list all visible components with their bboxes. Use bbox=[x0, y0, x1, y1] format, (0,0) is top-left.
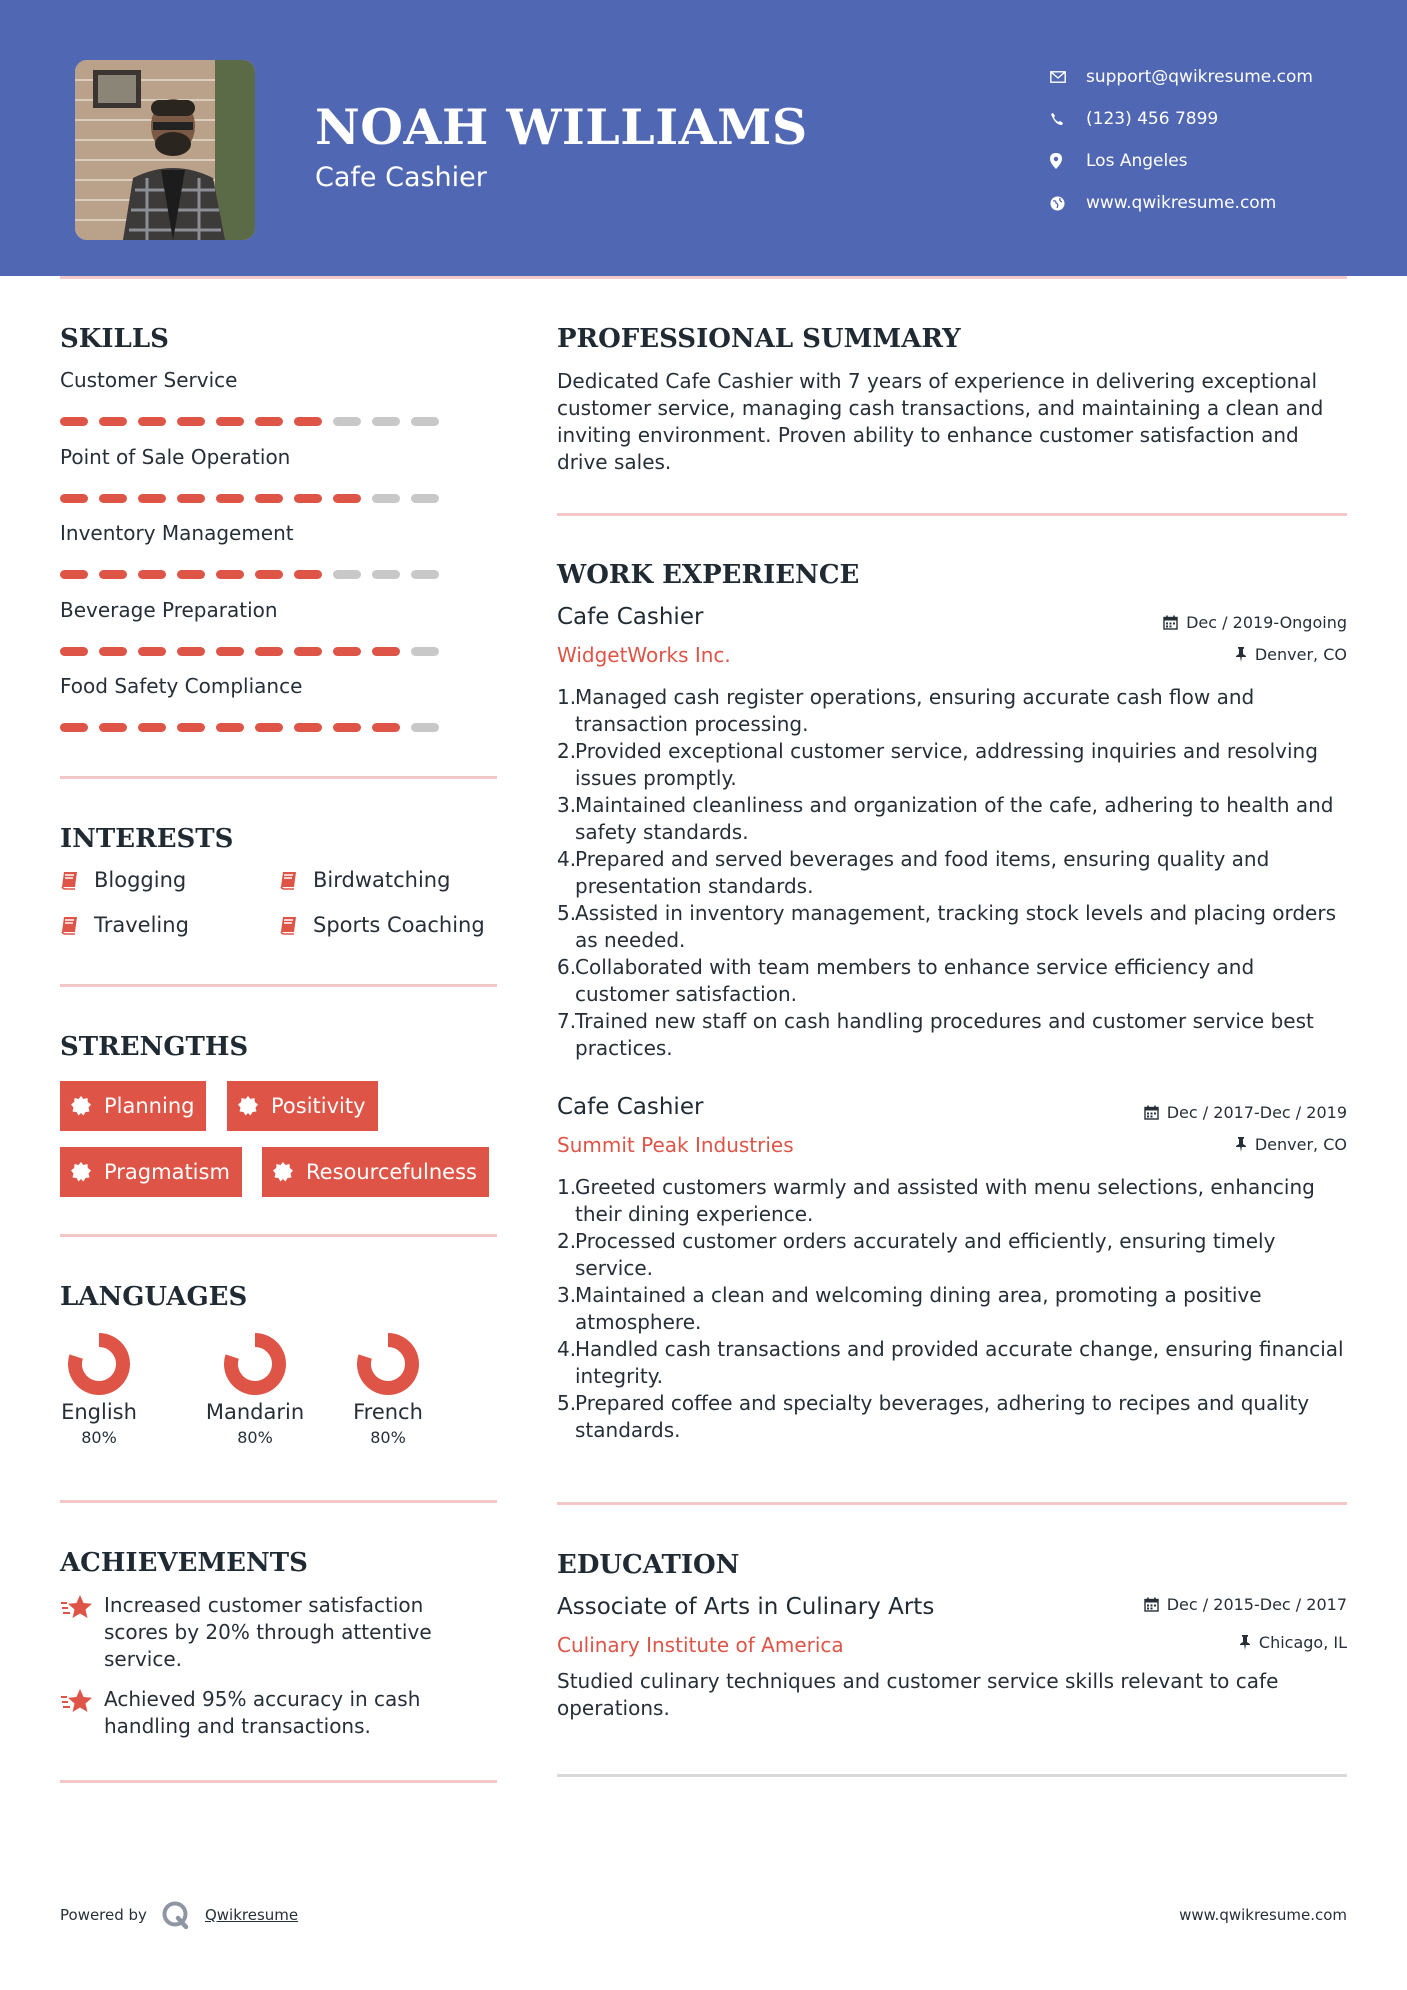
bullet-text: Collaborated with team members to enhance service efficiency and customer satisfaction. bbox=[575, 955, 1255, 1006]
job-location bbox=[1235, 1135, 1347, 1154]
achievements-heading: ACHIEVEMENTS bbox=[60, 1548, 308, 1578]
book-icon bbox=[60, 870, 80, 890]
rating-dot-filled bbox=[60, 417, 88, 426]
rating-dot-filled bbox=[255, 494, 283, 503]
bullet-text: Maintained cleanliness and organization of the cafe, adhering to health and safety standards. bbox=[575, 793, 1334, 844]
rating-dot-filled bbox=[333, 723, 361, 732]
rating-dot-empty bbox=[333, 570, 361, 579]
rating-dot-empty bbox=[411, 647, 439, 656]
language-item bbox=[200, 1332, 310, 1447]
interest-label: Sports Coaching bbox=[313, 913, 485, 937]
languages-divider bbox=[60, 1500, 497, 1503]
bullet-text: Prepared and served beverages and food items, ensuring quality and presentation standards. bbox=[575, 847, 1270, 898]
rating-dot-filled bbox=[177, 723, 205, 732]
rating-dot-filled bbox=[99, 417, 127, 426]
job-dates-text: Dec / 2019-Ongoing bbox=[1186, 613, 1347, 632]
language-item bbox=[44, 1332, 154, 1447]
job-bullet bbox=[557, 1008, 1347, 1062]
pushpin-icon bbox=[1235, 647, 1247, 662]
job-bullets bbox=[557, 684, 1347, 1062]
rating-dot-filled bbox=[294, 494, 322, 503]
strength-chip bbox=[262, 1147, 489, 1197]
rating-dot-empty bbox=[372, 494, 400, 503]
skill-rating bbox=[60, 494, 439, 503]
book-icon bbox=[60, 915, 80, 935]
skill-label: Point of Sale Operation bbox=[60, 444, 291, 469]
rating-dot-empty bbox=[372, 417, 400, 426]
rating-dot-filled bbox=[138, 570, 166, 579]
language-percent: 80% bbox=[237, 1428, 273, 1447]
summary-text: Dedicated Cafe Cashier with 7 years of experience in delivering exceptional customer service, managing cash transactions, and maintaining a clean and inviting environment. Proven ability to enhance customer satisfaction and drive sales. bbox=[557, 369, 1324, 474]
rating-dot-empty bbox=[411, 723, 439, 732]
qwikresume-logo-icon bbox=[161, 1900, 191, 1930]
language-gauge bbox=[67, 1332, 131, 1396]
job-bullet bbox=[557, 1228, 1347, 1282]
interest-item bbox=[60, 868, 186, 892]
interest-item bbox=[279, 868, 450, 892]
rating-dot-filled bbox=[138, 494, 166, 503]
summary-heading: PROFESSIONAL SUMMARY bbox=[557, 324, 961, 354]
rating-dot-filled bbox=[255, 417, 283, 426]
achievement-item bbox=[60, 1592, 460, 1673]
bullet-number: 5. bbox=[557, 901, 577, 925]
interests-heading: INTERESTS bbox=[60, 824, 234, 854]
contact-location bbox=[1050, 140, 1313, 182]
website-text: www.qwikresume.com bbox=[1086, 193, 1277, 213]
skill-rating bbox=[60, 417, 439, 426]
job-location-text: Denver, CO bbox=[1254, 1135, 1347, 1154]
bullet-text: Handled cash transactions and provided accurate change, ensuring financial integrity. bbox=[575, 1337, 1344, 1388]
footer-website[interactable]: www.qwikresume.com bbox=[1179, 1906, 1347, 1924]
language-name: Mandarin bbox=[205, 1400, 305, 1424]
rating-dot-empty bbox=[372, 570, 400, 579]
job-bullet bbox=[557, 846, 1347, 900]
job-bullet bbox=[557, 954, 1347, 1008]
rating-dot-filled bbox=[255, 723, 283, 732]
rating-dot-filled bbox=[372, 723, 400, 732]
resume-header bbox=[0, 0, 1407, 276]
interests-divider bbox=[60, 984, 497, 987]
bullet-text: Prepared coffee and specialty beverages, adhering to recipes and quality standards. bbox=[575, 1391, 1310, 1442]
candidate-role: Cafe Cashier bbox=[315, 162, 487, 193]
header-divider bbox=[60, 276, 1347, 279]
bullet-number: 1. bbox=[557, 1175, 577, 1199]
globe-icon bbox=[1050, 196, 1086, 211]
education-description: Studied culinary techniques and customer service skills relevant to cafe operations. bbox=[557, 1669, 1279, 1720]
envelope-icon bbox=[1050, 71, 1086, 83]
education-location bbox=[1239, 1633, 1347, 1652]
job-dates-text: Dec / 2017-Dec / 2019 bbox=[1166, 1103, 1347, 1122]
candidate-name: NOAH WILLIAMS bbox=[315, 98, 808, 156]
rating-dot-filled bbox=[333, 494, 361, 503]
job-bullet bbox=[557, 684, 1347, 738]
achievements-divider bbox=[60, 1780, 497, 1783]
job-bullet bbox=[557, 1336, 1347, 1390]
skill-rating bbox=[60, 647, 439, 656]
interest-label: Traveling bbox=[94, 913, 189, 937]
experience-divider bbox=[557, 1502, 1347, 1505]
skill-label: Customer Service bbox=[60, 368, 238, 392]
bullet-number: 2. bbox=[557, 1229, 577, 1253]
bullet-text: Provided exceptional customer service, addressing inquiries and resolving issues promptly. bbox=[575, 739, 1318, 790]
bullet-number: 4. bbox=[557, 1337, 577, 1361]
contact-block bbox=[1050, 56, 1313, 224]
company-name: Summit Peak Industries bbox=[557, 1133, 794, 1157]
bullet-number: 1. bbox=[557, 685, 577, 709]
skill-rating bbox=[60, 723, 439, 732]
language-name: French bbox=[353, 1400, 423, 1424]
strength-chip bbox=[60, 1147, 242, 1197]
strength-chip bbox=[227, 1081, 378, 1131]
rating-dot-filled bbox=[99, 494, 127, 503]
rating-dot-filled bbox=[60, 494, 88, 503]
job-title: Cafe Cashier bbox=[557, 1094, 704, 1120]
bullet-text: Maintained a clean and welcoming dining area, promoting a positive atmosphere. bbox=[575, 1283, 1262, 1334]
job-title: Cafe Cashier bbox=[557, 604, 704, 630]
bullet-text: Managed cash register operations, ensuring accurate cash flow and transaction processing. bbox=[575, 685, 1255, 736]
phone-icon bbox=[1050, 112, 1086, 126]
phone-text: (123) 456 7899 bbox=[1086, 109, 1219, 129]
badge-icon bbox=[70, 1161, 92, 1183]
rating-dot-filled bbox=[216, 723, 244, 732]
bullet-number: 7. bbox=[557, 1009, 577, 1033]
skill-label: Beverage Preparation bbox=[60, 597, 278, 622]
bullet-number: 6. bbox=[557, 955, 577, 979]
languages-heading: LANGUAGES bbox=[60, 1282, 248, 1312]
strength-label: Resourcefulness bbox=[306, 1160, 477, 1184]
summary-divider bbox=[557, 513, 1347, 516]
rating-dot-filled bbox=[294, 570, 322, 579]
rating-dot-filled bbox=[255, 647, 283, 656]
map-pin-icon bbox=[1050, 153, 1086, 169]
rating-dot-filled bbox=[177, 647, 205, 656]
qwikresume-link[interactable]: Qwikresume bbox=[204, 1906, 299, 1924]
rating-dot-empty bbox=[411, 494, 439, 503]
company-name: WidgetWorks Inc. bbox=[557, 643, 731, 667]
interest-label: Birdwatching bbox=[313, 868, 451, 892]
location-text: Los Angeles bbox=[1086, 151, 1188, 171]
profile-photo bbox=[75, 60, 255, 240]
rating-dot-filled bbox=[177, 417, 205, 426]
rating-dot-filled bbox=[333, 647, 361, 656]
powered-by-text: Powered by bbox=[60, 1906, 147, 1924]
job-bullet bbox=[557, 1282, 1347, 1336]
badge-icon bbox=[70, 1095, 92, 1117]
education-divider bbox=[557, 1774, 1347, 1777]
education-heading: EDUCATION bbox=[557, 1550, 740, 1580]
calendar-icon bbox=[1144, 1597, 1159, 1612]
achievement-item bbox=[60, 1686, 460, 1740]
pushpin-icon bbox=[1235, 1137, 1247, 1152]
education-dates bbox=[1144, 1595, 1347, 1614]
rating-dot-filled bbox=[372, 647, 400, 656]
rating-dot-filled bbox=[99, 723, 127, 732]
experience-heading: WORK EXPERIENCE bbox=[557, 560, 860, 590]
rating-dot-filled bbox=[216, 417, 244, 426]
rating-dot-filled bbox=[60, 647, 88, 656]
strengths-heading: STRENGTHS bbox=[60, 1032, 249, 1062]
bullet-number: 2. bbox=[557, 739, 577, 763]
rating-dot-filled bbox=[216, 647, 244, 656]
language-gauge bbox=[356, 1332, 420, 1396]
calendar-icon bbox=[1163, 615, 1178, 630]
bullet-number: 3. bbox=[557, 1283, 577, 1307]
rating-dot-filled bbox=[177, 494, 205, 503]
rating-dot-filled bbox=[60, 570, 88, 579]
language-item bbox=[333, 1332, 443, 1447]
interest-label: Blogging bbox=[94, 868, 187, 892]
job-bullet bbox=[557, 792, 1347, 846]
strength-chip bbox=[60, 1081, 206, 1131]
rating-dot-filled bbox=[138, 647, 166, 656]
contact-phone[interactable] bbox=[1050, 98, 1313, 140]
job-dates bbox=[1144, 1103, 1347, 1122]
email-text: support@qwikresume.com bbox=[1086, 67, 1313, 87]
strength-label: Planning bbox=[104, 1094, 195, 1118]
rating-dot-filled bbox=[99, 570, 127, 579]
rating-dot-filled bbox=[60, 723, 88, 732]
education-dates-text: Dec / 2015-Dec / 2017 bbox=[1166, 1595, 1347, 1614]
rating-dot-empty bbox=[411, 417, 439, 426]
rating-dot-empty bbox=[411, 570, 439, 579]
footer-powered bbox=[60, 1900, 298, 1930]
job-location bbox=[1235, 645, 1347, 664]
language-name: English bbox=[61, 1400, 137, 1424]
interest-item bbox=[60, 913, 189, 937]
skill-rating bbox=[60, 570, 439, 579]
strength-label: Pragmatism bbox=[104, 1160, 230, 1184]
job-bullet bbox=[557, 738, 1347, 792]
bullet-text: Greeted customers warmly and assisted with menu selections, enhancing their dining experience. bbox=[575, 1175, 1315, 1226]
rating-dot-filled bbox=[177, 570, 205, 579]
skill-label: Food Safety Compliance bbox=[60, 674, 303, 698]
job-bullet bbox=[557, 1390, 1347, 1444]
language-percent: 80% bbox=[81, 1428, 117, 1447]
bullet-text: Assisted in inventory management, tracking stock levels and placing orders as needed. bbox=[575, 901, 1336, 952]
star-icon bbox=[60, 1592, 104, 1673]
badge-icon bbox=[237, 1095, 259, 1117]
rating-dot-filled bbox=[294, 647, 322, 656]
skills-divider bbox=[60, 776, 497, 779]
achievement-text: Achieved 95% accuracy in cash handling and transactions. bbox=[104, 1687, 421, 1738]
contact-email[interactable] bbox=[1050, 56, 1313, 98]
strengths-divider bbox=[60, 1234, 497, 1237]
achievement-text: Increased customer satisfaction scores by 20% through attentive service. bbox=[104, 1593, 432, 1671]
language-percent: 80% bbox=[370, 1428, 406, 1447]
badge-icon bbox=[272, 1161, 294, 1183]
pushpin-icon bbox=[1239, 1635, 1251, 1650]
school-name: Culinary Institute of America bbox=[557, 1633, 844, 1657]
education-location-text: Chicago, IL bbox=[1258, 1633, 1347, 1652]
rating-dot-filled bbox=[99, 647, 127, 656]
rating-dot-filled bbox=[216, 570, 244, 579]
bullet-text: Processed customer orders accurately and efficiently, ensuring timely service. bbox=[575, 1229, 1276, 1280]
book-icon bbox=[279, 915, 299, 935]
rating-dot-filled bbox=[255, 570, 283, 579]
calendar-icon bbox=[1144, 1105, 1159, 1120]
job-dates bbox=[1163, 613, 1347, 632]
job-location-text: Denver, CO bbox=[1254, 645, 1347, 664]
degree-title: Associate of Arts in Culinary Arts bbox=[557, 1594, 935, 1620]
rating-dot-filled bbox=[294, 723, 322, 732]
contact-website[interactable] bbox=[1050, 182, 1313, 224]
bullet-number: 5. bbox=[557, 1391, 577, 1415]
strength-label: Positivity bbox=[271, 1094, 366, 1118]
rating-dot-filled bbox=[216, 494, 244, 503]
bullet-number: 4. bbox=[557, 847, 577, 871]
interest-item bbox=[279, 913, 485, 937]
skill-label: Inventory Management bbox=[60, 521, 294, 545]
job-bullets bbox=[557, 1174, 1347, 1444]
job-bullet bbox=[557, 1174, 1347, 1228]
language-gauge bbox=[223, 1332, 287, 1396]
rating-dot-filled bbox=[138, 417, 166, 426]
job-bullet bbox=[557, 900, 1347, 954]
skills-heading: SKILLS bbox=[60, 324, 169, 354]
rating-dot-empty bbox=[333, 417, 361, 426]
book-icon bbox=[279, 870, 299, 890]
rating-dot-filled bbox=[138, 723, 166, 732]
star-icon bbox=[60, 1686, 104, 1740]
rating-dot-filled bbox=[294, 417, 322, 426]
bullet-number: 3. bbox=[557, 793, 577, 817]
bullet-text: Trained new staff on cash handling procedures and customer service best practices. bbox=[575, 1009, 1314, 1060]
